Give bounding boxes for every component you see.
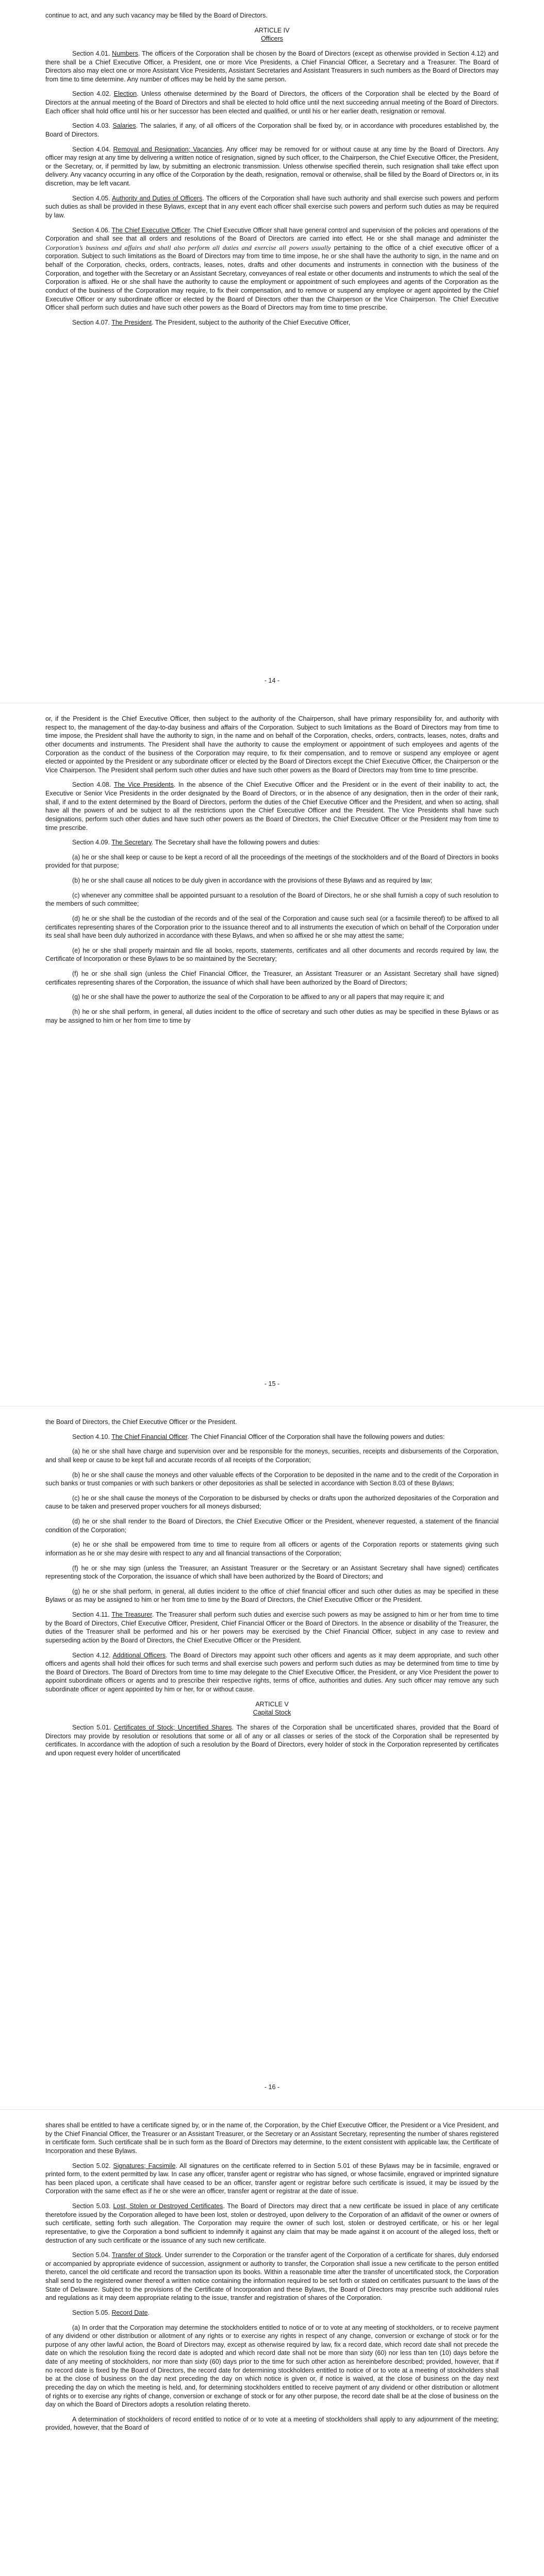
- page-number: - 15 -: [264, 1380, 280, 1388]
- document-page-16: [0, 1406, 544, 2110]
- section-4-06: Section 4.06. The Chief Executive Officer. The Chief Executive Officer shall have general control and supervision of the policies and operations of the Corporation and shall see that all orders and resolutions of the Board of Directors are carried into effect. He or she shall manage and administer the Corporation’s business and affairs and shall also perform all duties and exercise all powers usually pertaining to the office of a chief executive officer of a corporation. Subject to such limitations as the Board of Directors may from time to time impose, he or she shall have the authority to sign, in the name and on behalf of the Corporation, checks, orders, contracts, leases, notes, drafts and other documents and instruments in connection with the business of the Corporation, and together with the Secretary or an Assistant Secretary, conveyances of real estate or other documents and instruments to which the seal of the Corporation is affixed. He or she shall have the authority to cause the employment or appointment of such employees and agents of the Corporation as the conduct of the business of the Corporation may require, to fix their compensation, and to remove or suspend any employee or agent appointed by the Chief Executive Officer or any subordinate officer or elected by the Board of Directors other than the Chairperson or the Vice Chairperson. The Chief Executive Officer shall perform such duties and have such other powers as the Board of Directors may from time to time prescribe.: [45, 226, 499, 312]
- section-4-08: Section 4.08. The Vice Presidents. In the absence of the Chief Executive Officer and the President or in the event of their inability to act, the Executive or Senior Vice Presidents in the order designated by the Board of Directors, or in the absence of any designation, then in the order of their rank, shall, if and to the extent determined by the Board of Directors, perform the duties of the Chief Executive Officer and the President, and when so acting, shall have all the powers of and be subject to all the restrictions upon the Chief Executive Officer and the President. The Vice Presidents shall have such designations, perform such other duties and have such other powers as the Board of Directors, the Chief Executive Officer or the President may from time to time prescribe.: [45, 781, 499, 832]
- section-4-04: Section 4.04. Removal and Resignation; Vacancies. Any officer may be removed for or without cause at any time by the Board of Directors. Any officer may resign at any time by delivering a written notice of resignation, signed by such officer, to the Chairperson, the Chief Executive Officer, the President, or the Secretary, or, if permitted by law, by submitting an electronic transmission. Unless otherwise specified therein, such resignation shall take effect upon delivery. Any vacancy occurring in any office of the Corporation by the death, resignation, removal or otherwise, shall be filled by the Board of Directors or, in its discretion, may be left vacant.: [45, 145, 499, 187]
- section-4-05: Section 4.05. Authority and Duties of Officers. The officers of the Corporation shall have such authority and shall exercise such powers and perform such duties as shall be provided in these Bylaws, except that in any event each officer shall exercise such powers and perform such duties as may be required by law.: [45, 194, 499, 219]
- section-5-03: Section 5.03. Lost, Stolen or Destroyed Certificates. The Board of Directors may direct that a new certificate be issued in place of any certificate theretofore issued by the Corporation alleged to have been lost, stolen or destroyed, upon delivery to the Corporation of an affidavit of the owner or owners of such certificate, setting forth such allegation. The Corporation may require the owner of such lost, stolen or destroyed certificate, or his or her legal representative, to give the Corporation a bond sufficient to indemnify it against any claim that may be made against it on account of the alleged loss, theft or destruction of any such certificate or the issuance of any such new certificate.: [45, 2202, 499, 2244]
- section-4-09: Section 4.09. The Secretary. The Secretary shall have the following powers and duties:: [72, 839, 320, 846]
- serif-text-line: Corporation’s business and affairs and shall also perform all duties and exercise all powers usually: [45, 243, 331, 251]
- record-date-paragraph: (a) In order that the Corporation may determine the stockholders entitled to notice of or to vote at any meeting of stockholders, or to receive payment of any dividend or other distribution or allotment of any rights or to exercise any rights in respect of any change, conversion or exchange of stock or for the purpose of any other lawful action, the Board of Directors may, except as otherwise required by law, fix a record date, which record date shall not precede the date on which the resolution fixing the record date is adopted and which record date shall not be more than sixty (60) nor less than ten (10) days before the date of any meeting of stockholders, nor more than sixty (60) days prior to the time for such other action as hereinbefore described; provided, however, that if no record date is fixed by the Board of Directors, the record date for determining stockholders entitled to notice of or to vote at a meeting of stockholders shall be at the close of business on the day next preceding the day on which notice is given or, if notice is waived, at the close of business on the day next preceding the day on which the meeting is held, and, for determining stockholders entitled to receive payment of any dividend or other distribution or allotment of rights or to exercise any rights of change, conversion or exchange of stock or for any other purpose, the record date shall be at the close of business on the day on which the Board of Directors adopts a resolution relating thereto.: [45, 2324, 499, 2409]
- list-item: (g) he or she shall perform, in general, all duties incident to the office of chief financial officer and such other duties as may be specified in these Bylaws or as may be assigned to him or her from time to time by the Board of Directors, the Chief Executive Officer or the President.: [45, 1587, 499, 1604]
- list-item: (b) he or she shall cause all notices to be duly given in accordance with the provisions of these Bylaws and as required by law;: [72, 877, 433, 884]
- section-5-02: Section 5.02. Signatures; Facsimile. All signatures on the certificate referred to in Section 5.01 of these Bylaws may be in facsimile, engraved or printed form, to the extent permitted by law. In case any officer, transfer agent or registrar who has signed, or whose facsimile, engraved or imprinted signature has been placed upon, a certificate shall have ceased to be an officer, transfer agent or registrar before such certificate is issued, it may be issued by the Corporation with the same effect as if he or she were an officer, transfer agent or registrar at the date of issue.: [45, 2162, 499, 2195]
- record-date-paragraph: A determination of stockholders of record entitled to notice of or to vote at a meeting of stockholders shall apply to any adjournment of the meeting; provided, however, that the Board of: [45, 2415, 499, 2432]
- article-title: ARTICLE V: [255, 1700, 289, 1708]
- page-number: - 16 -: [264, 2083, 280, 2091]
- list-item: (d) he or she shall render to the Board of Directors, the Chief Executive Officer or the President, whenever requested, a statement of the financial condition of the Corporation;: [45, 1518, 499, 1534]
- section-4-03: Section 4.03. Salaries. The salaries, if any, of all officers of the Corporation shall be fixed by, or in accordance with procedures established by, the Board of Directors.: [45, 122, 499, 138]
- list-item: (f) he or she may sign (unless the Treasurer, an Assistant Treasurer or the Secretary or an Assistant Secretary shall have signed) certificates representing stock of the Corporation, the issuance of which shall have been authorized by the Board of Directors; and: [45, 1564, 499, 1581]
- document-page-17: [0, 2110, 544, 2576]
- section-5-05: Section 5.05. Record Date.: [72, 2309, 150, 2316]
- list-item: (c) whenever any committee shall be appointed pursuant to a resolution of the Board of Directors, he or she shall furnish a copy of such resolution to the members of such committee;: [45, 891, 499, 908]
- list-item: (e) he or she shall properly maintain and file all books, reports, statements, certificates and all other documents and records required by law, the Certificate of Incorporation or these Bylaws to be so maintained by the Secretary;: [45, 946, 499, 963]
- list-item: (g) he or she shall have the power to authorize the seal of the Corporation to be affixed to any or all papers that may require it; and: [72, 993, 444, 1001]
- list-item: (e) he or she shall be empowered from time to time to require from all officers or agents of the Corporation reports or statements giving such information as he or she may desire with respect to any and all financial transactions of the Corporation;: [45, 1541, 499, 1557]
- continuation-text: or, if the President is the Chief Executive Officer, then subject to the authority of the Chairperson, shall have primary responsibility for, and authority with respect to, the management of the day-to-day business and affairs of the Corporation. Subject to such limitations as the Board of Directors may from time to time impose, the President shall have the authority to sign, in the name and on behalf of the Corporation, checks, orders, contracts, leases, notes, drafts and other documents and instruments. The President shall have the authority to cause the employment or appointment of such employees and agents of the Corporation as the conduct of the business of the Corporation may require, to fix their compensation, and to remove or suspend any employee or agent elected or appointed by the President or any subordinate officer or elected by the Board of Directors except the Chief Executive Officer, the Chairperson or the Vice Chairperson. The President shall perform such other duties and have such other powers as the Board of Directors may from time to time prescribe.: [45, 715, 499, 774]
- section-4-02: Section 4.02. Election. Unless otherwise determined by the Board of Directors, the officers of the Corporation shall be elected by the Board of Directors at the annual meeting of the Board of Directors and shall be elected to hold office until the next succeeding annual meeting of the Board of Directors. Each officer shall hold office until his or her successor has been elected and qualified, or until his or her earlier death, resignation or removal.: [45, 90, 499, 115]
- list-item: (a) he or she shall have charge and supervision over and be responsible for the moneys, securities, receipts and disbursements of the Corporation, and shall keep or cause to be kept full and accurate records of all receipts of the Corporation;: [45, 1448, 499, 1464]
- document-page-14: [0, 0, 544, 703]
- list-item: (b) he or she shall cause the moneys and other valuable effects of the Corporation to be deposited in the name and to the credit of the Corporation in such banks or trust companies or with such bankers or other depositories as shall be selected in accordance with Section 8.03 of these Bylaws;: [45, 1471, 499, 1487]
- continuation-text: continue to act, and any such vacancy may be filled by the Board of Directors.: [45, 12, 268, 19]
- section-4-11: Section 4.11. The Treasurer. The Treasurer shall perform such duties and exercise such powers as may be assigned to him or her from time to time by the Board of Directors, Chief Executive Officer, President, Chief Financial Officer or the Board of Directors. In the absence or disability of the Treasurer, the duties of the Treasurer shall be performed and his or her powers may be exercised by the Chief Financial Officer, subject in any case to review and superseding action by the Board of Directors, the Chief Executive Officer or the President.: [45, 1611, 499, 1644]
- section-4-10: Section 4.10. The Chief Financial Officer. The Chief Financial Officer of the Corporation shall have the following powers and duties:: [72, 1433, 445, 1440]
- section-5-04: Section 5.04. Transfer of Stock. Under surrender to the Corporation or the transfer agent of the Corporation of a certificate for shares, duly endorsed or accompanied by appropriate evidence of succession, assignment or authority to transfer, the Corporation shall issue a new certificate to the person entitled thereto, cancel the old certificate and record the transaction upon its books. Within a reasonable time after the transfer of uncertificated stock, the Corporation shall send to the registered owner thereof a written notice containing the information required to be set forth or stated on certificates pursuant to the laws of the State of Delaware. Subject to the provisions of the Certificate of Incorporation and these Bylaws, the Board of Directors may prescribe such additional rules and regulations as it may deem appropriate relating to the issue, transfer and registration of shares of the Corporation.: [45, 2251, 499, 2302]
- list-item: (c) he or she shall cause the moneys of the Corporation to be disbursed by checks or drafts upon the authorized depositaries of the Corporation and cause to be taken and preserved proper vouchers for all moneys disbursed;: [45, 1494, 499, 1511]
- list-item: (f) he or she shall sign (unless the Chief Financial Officer, the Treasurer, an Assistant Treasurer or an Assistant Secretary shall have signed) certificates representing shares of the Corporation, the issuance of which shall have been authorized by the Board of Directors;: [45, 970, 499, 986]
- section-4-01: Section 4.01. Numbers. The officers of the Corporation shall be chosen by the Board of Directors (except as otherwise provided in Section 4.12) and there shall be a Chief Executive Officer, a President, one or more Vice Presidents, a Chief Financial Officer, a Secretary and a Treasurer. The Board of Directors also may elect one or more Assistant Vice Presidents, Assistant Secretaries and Assistant Treasurers in such numbers as the Board of Directors may from time to time determine. Any number of offices may be held by the same person.: [45, 49, 499, 83]
- article-subtitle: Officers: [261, 35, 283, 43]
- section-4-07: Section 4.07. The President. The President, subject to the authority of the Chief Executive Officer,: [72, 318, 351, 326]
- list-item: (h) he or she shall perform, in general, all duties incident to the office of secretary and such other duties as may be specified in these Bylaws or as may be assigned to him or her from time to time by: [45, 1008, 499, 1024]
- section-5-01: Section 5.01. Certificates of Stock; Uncertified Shares. The shares of the Corporation shall be uncertificated shares, provided that the Board of Directors may provide by resolution or resolutions that some or all of any or all classes or series of the stock of the Corporation shall be represented by certificates. In accordance with the adoption of such a resolution by the Board of Directors, every holder of stock in the Corporation represented by certificates and upon request every holder of uncertificated: [45, 1723, 499, 1757]
- page-number: - 14 -: [264, 677, 280, 685]
- list-item: (d) he or she shall be the custodian of the records and of the seal of the Corporation and cause such seal (or a facsimile thereof) to be affixed to all certificates representing shares of the Corporation prior to the issuance thereof and to all instruments the execution of which on behalf of the Corporation under its seal shall have been duly authorized in accordance with these Bylaws, and when so affixed he or she may attest the same;: [45, 914, 499, 940]
- article-subtitle: Capital Stock: [253, 1709, 291, 1717]
- article-title: ARTICLE IV: [254, 26, 290, 34]
- continuation-text: the Board of Directors, the Chief Executive Officer or the President.: [45, 1418, 237, 1426]
- list-item: (a) he or she shall keep or cause to be kept a record of all the proceedings of the meetings of the stockholders and of the Board of Directors in books provided for that purpose;: [45, 853, 499, 870]
- continuation-text: shares shall be entitled to have a certificate signed by, or in the name of, the Corporation, by the Chief Executive Officer, the President or a Vice President, and by the Chief Financial Officer, the Treasurer or an Assistant Treasurer, or the Secretary or an Assistant Secretary, representing the number of shares registered in certificate form. Such certificate shall be in such form as the Board of Directors may determine, to the extent consistent with applicable law, the Certificate of Incorporation and these Bylaws.: [45, 2122, 499, 2155]
- section-4-12: Section 4.12. Additional Officers. The Board of Directors may appoint such other officers and agents as it may deem appropriate, and such other officers and agents shall hold their offices for such terms and shall exercise such powers and perform such duties as may be determined from time to time by the Board of Directors. The Board of Directors from time to time may delegate to the Chief Executive Officer, the President, or any Vice President the power to appoint subordinate officers or agents and to prescribe their respective rights, terms of office, authorities and duties. Any such officer may remove any such subordinate officer or agent appointed by him or her, for or without cause.: [45, 1651, 499, 1693]
- document-page-15: [0, 703, 544, 1406]
